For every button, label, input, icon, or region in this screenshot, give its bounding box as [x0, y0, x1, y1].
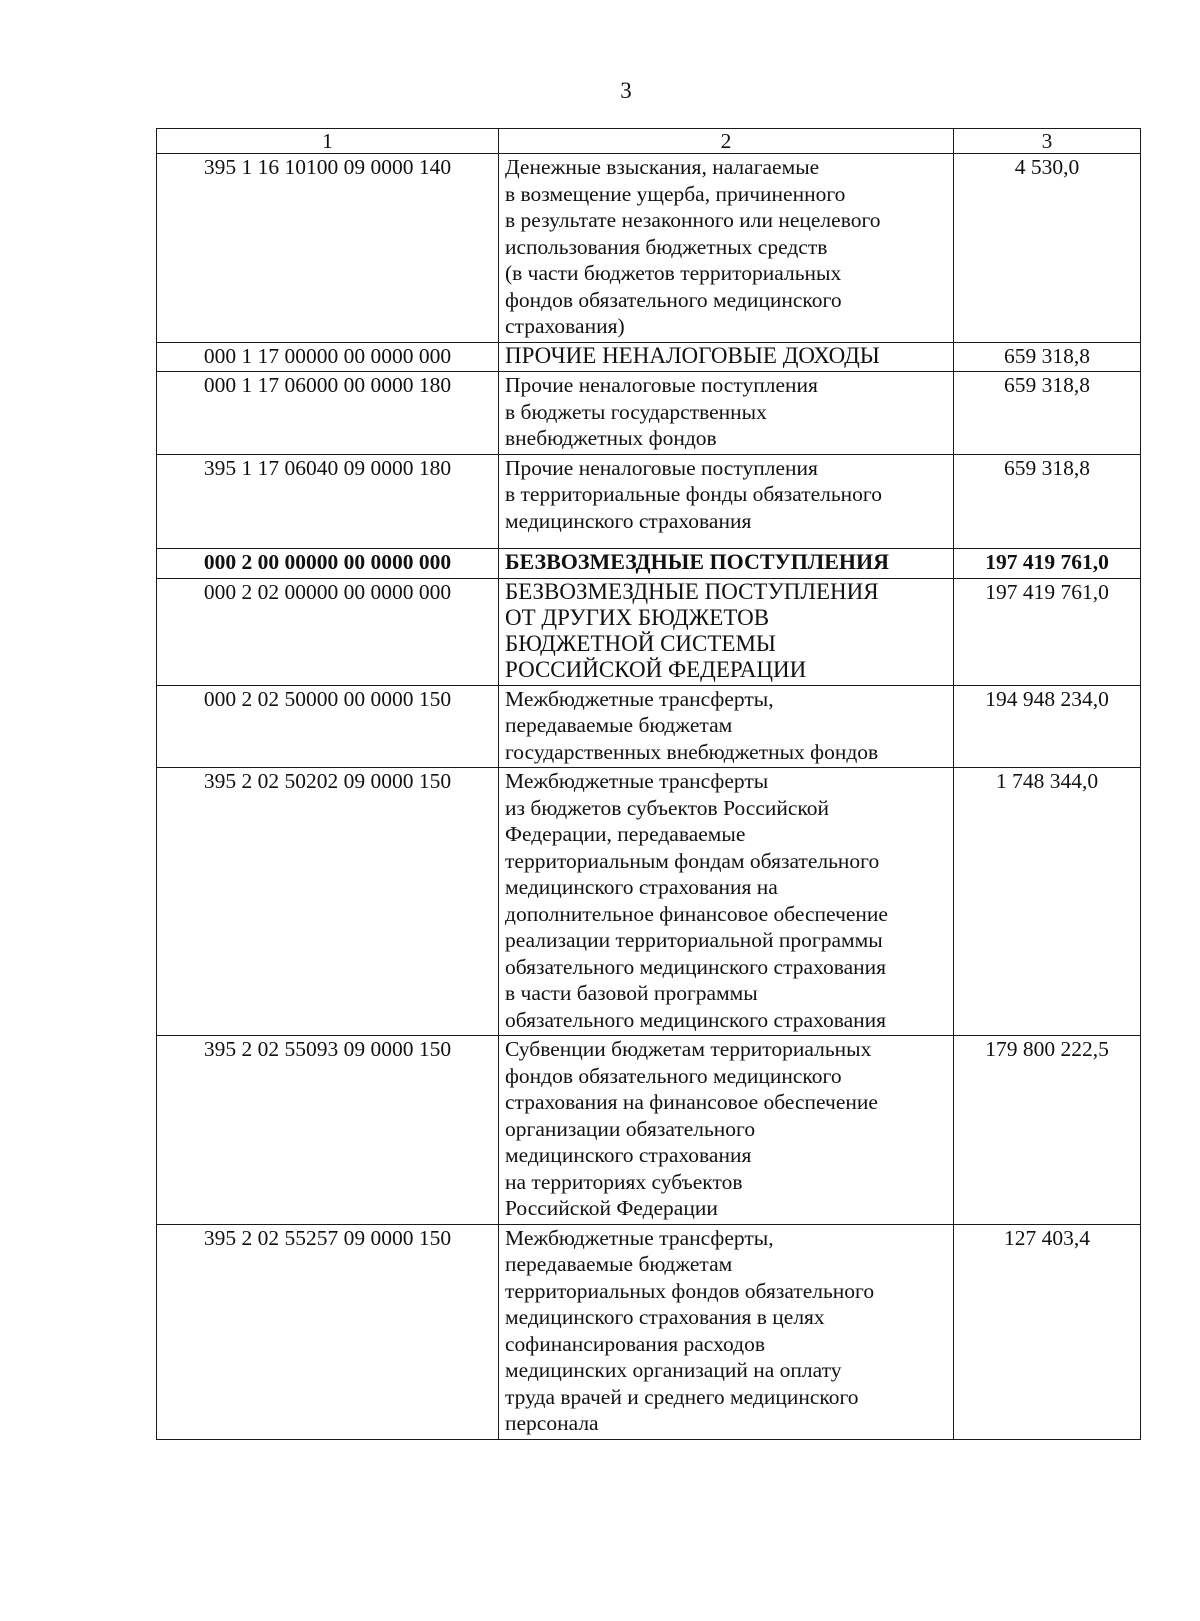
amount: 197 419 761,0 [954, 578, 1141, 685]
table-header-row [157, 129, 1141, 154]
amount: 1 748 344,0 [954, 768, 1141, 1036]
table-row-total [157, 549, 1141, 579]
table-row [157, 1224, 1141, 1439]
table-row [157, 154, 1141, 343]
classification-code: 000 2 02 50000 00 0000 150 [157, 685, 499, 768]
amount: 179 800 222,5 [954, 1036, 1141, 1225]
amount: 659 318,8 [954, 454, 1141, 549]
classification-code: 000 1 17 00000 00 0000 000 [157, 342, 499, 372]
column-header-name: 2 [499, 129, 954, 154]
classification-code: 000 1 17 06000 00 0000 180 [157, 372, 499, 455]
classification-code: 395 1 17 06040 09 0000 180 [157, 454, 499, 549]
revenue-name: Прочие неналоговые поступления в бюджеты государственных внебюджетных фондов [499, 372, 954, 455]
classification-code: 395 2 02 55093 09 0000 150 [157, 1036, 499, 1225]
amount: 659 318,8 [954, 342, 1141, 372]
classification-code: 000 2 02 00000 00 0000 000 [157, 578, 499, 685]
table-row [157, 1036, 1141, 1225]
table-row [157, 454, 1141, 549]
amount: 197 419 761,0 [954, 549, 1141, 579]
revenue-name: Межбюджетные трансферты, передаваемые бюджетам государственных внебюджетных фондов [499, 685, 954, 768]
amount: 127 403,4 [954, 1224, 1141, 1439]
amount: 659 318,8 [954, 372, 1141, 455]
revenue-name: Межбюджетные трансферты, передаваемые бюджетам территориальных фондов обязательного медицинского страхования в целях софинансирования расходов медицинских организаций на оплату труда врачей и среднего медицинского персонала [499, 1224, 954, 1439]
revenue-name: Субвенции бюджетам территориальных фондов обязательного медицинского страхования на финансовое обеспечение организации обязательного медицинского страхования на территориях субъектов Российской Федерации [499, 1036, 954, 1225]
page-number: 3 [620, 78, 632, 103]
amount: 194 948 234,0 [954, 685, 1141, 768]
classification-code: 395 1 16 10100 09 0000 140 [157, 154, 499, 343]
revenue-name: БЕЗВОЗМЕЗДНЫЕ ПОСТУПЛЕНИЯ [499, 549, 954, 579]
classification-code: 395 2 02 50202 09 0000 150 [157, 768, 499, 1036]
revenue-name: БЕЗВОЗМЕЗДНЫЕ ПОСТУПЛЕНИЯ ОТ ДРУГИХ БЮДЖЕТОВ БЮДЖЕТНОЙ СИСТЕМЫ РОССИЙСКОЙ ФЕДЕРАЦИИ [499, 578, 954, 685]
budget-revenue-table [156, 128, 1141, 1440]
revenue-name: Межбюджетные трансферты из бюджетов субъектов Российской Федерации, передаваемые территориальным фондам обязательного медицинского страхования на дополнительное финансовое обеспечение реализации территориальной программы обязательного медицинского страхования в части базовой программы обязательного медицинского страхования [499, 768, 954, 1036]
table-row [157, 685, 1141, 768]
classification-code: 395 2 02 55257 09 0000 150 [157, 1224, 499, 1439]
table-row [157, 342, 1141, 372]
amount: 4 530,0 [954, 154, 1141, 343]
revenue-name: ПРОЧИЕ НЕНАЛОГОВЫЕ ДОХОДЫ [499, 342, 954, 372]
table-row [157, 372, 1141, 455]
revenue-name: Денежные взыскания, налагаемые в возмещение ущерба, причиненного в результате незаконного или нецелевого использования бюджетных средств (в части бюджетов территориальных фондов обязательного медицинского страхования) [499, 154, 954, 343]
table-row [157, 578, 1141, 685]
column-header-amount: 3 [954, 129, 1141, 154]
revenue-name: Прочие неналоговые поступления в территориальные фонды обязательного медицинского страхования [499, 454, 954, 549]
column-header-code: 1 [157, 129, 499, 154]
classification-code: 000 2 00 00000 00 0000 000 [157, 549, 499, 579]
table-row [157, 768, 1141, 1036]
